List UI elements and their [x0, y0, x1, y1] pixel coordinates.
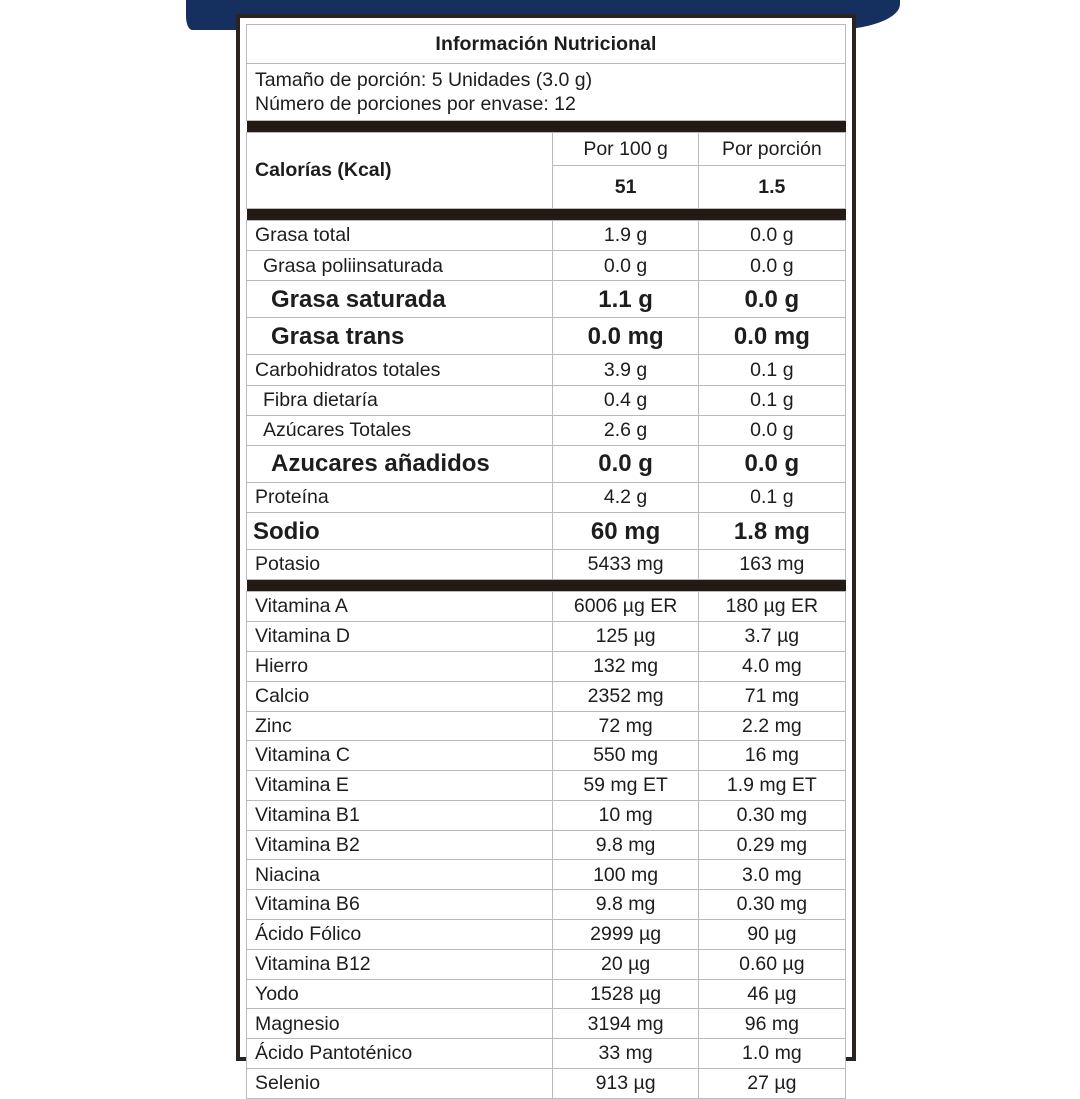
nutrient-value-per-100g: 1528 µg: [553, 979, 698, 1009]
nutrient-name: Vitamina E: [247, 771, 553, 801]
nutrient-name: Magnesio: [247, 1009, 553, 1039]
nutrient-value-per-serving: 0.0 g: [698, 251, 845, 281]
table-row: [247, 482, 846, 512]
nutrient-value-per-100g: 0.4 g: [553, 385, 698, 415]
table-row: [247, 385, 846, 415]
nutrient-value-per-serving: 16 mg: [698, 741, 845, 771]
nutrient-value-per-100g: 10 mg: [553, 800, 698, 830]
nutrient-name: Selenio: [247, 1069, 553, 1099]
table-row: [247, 949, 846, 979]
nutrient-value-per-serving: 3.7 µg: [698, 622, 845, 652]
separator-band-calories: [247, 209, 846, 221]
nutrient-value-per-100g: 125 µg: [553, 622, 698, 652]
calories-header-row: [247, 133, 846, 166]
separator-bar: [247, 209, 846, 221]
nutrient-value-per-100g: 33 mg: [553, 1039, 698, 1069]
table-row: [247, 592, 846, 622]
nutrient-name: Vitamina C: [247, 741, 553, 771]
nutrient-value-per-serving: 90 µg: [698, 920, 845, 950]
nutrient-name: Zinc: [247, 711, 553, 741]
micronutrient-rows: [247, 592, 846, 1099]
nutrient-value-per-serving: 0.0 g: [698, 445, 845, 482]
nutrient-value-per-serving: 0.29 mg: [698, 830, 845, 860]
serving-size-text: Tamaño de porción: 5 Unidades (3.0 g): [255, 69, 593, 92]
table-row: [247, 251, 846, 281]
nutrient-value-per-serving: 71 mg: [698, 681, 845, 711]
nutrient-name: Potasio: [247, 550, 553, 580]
nutrient-value-per-serving: 4.0 mg: [698, 651, 845, 681]
nutrition-facts-label: [236, 14, 856, 1095]
nutrient-value-per-serving: 0.1 g: [698, 385, 845, 415]
nutrient-name: Vitamina D: [247, 622, 553, 652]
nutrient-value-per-serving: 0.60 µg: [698, 949, 845, 979]
table-row: [247, 318, 846, 355]
separator-band-top: [247, 121, 846, 133]
nutrient-value-per-serving: 1.9 mg ET: [698, 771, 845, 801]
nutrient-value-per-100g: 1.1 g: [553, 281, 698, 318]
serving-info-row: [247, 64, 846, 121]
nutrient-value-per-100g: 20 µg: [553, 949, 698, 979]
nutrient-value-per-100g: 2352 mg: [553, 681, 698, 711]
nutrient-value-per-serving: 180 µg ER: [698, 592, 845, 622]
nutrient-value-per-serving: 163 mg: [698, 550, 845, 580]
nutrient-name: Sodio: [247, 513, 553, 550]
nutrient-value-per-serving: 46 µg: [698, 979, 845, 1009]
nutrition-table: [246, 24, 846, 1099]
table-row: [247, 355, 846, 385]
table-row: [247, 681, 846, 711]
nutrient-value-per-100g: 60 mg: [553, 513, 698, 550]
table-row: [247, 622, 846, 652]
nutrient-name: Azúcares Totales: [247, 415, 553, 445]
nutrient-value-per-serving: 0.1 g: [698, 482, 845, 512]
table-row: [247, 890, 846, 920]
separator-band-micronutrients: [247, 580, 846, 592]
column-header-per-serving: Por porción: [698, 133, 845, 166]
nutrient-value-per-serving: 1.0 mg: [698, 1039, 845, 1069]
nutrient-value-per-100g: 9.8 mg: [553, 830, 698, 860]
table-row: [247, 800, 846, 830]
nutrition-table-body: [247, 25, 846, 221]
table-row: [247, 979, 846, 1009]
label-title: Información Nutricional: [247, 25, 846, 64]
table-row: [247, 1069, 846, 1099]
column-header-per-100g: Por 100 g: [553, 133, 698, 166]
nutrient-value-per-100g: 550 mg: [553, 741, 698, 771]
nutrient-value-per-100g: 0.0 g: [553, 445, 698, 482]
nutrient-value-per-serving: 2.2 mg: [698, 711, 845, 741]
nutrient-name: Hierro: [247, 651, 553, 681]
table-row: [247, 830, 846, 860]
nutrient-value-per-serving: 0.0 g: [698, 221, 845, 251]
nutrient-value-per-100g: 6006 µg ER: [553, 592, 698, 622]
nutrient-value-per-100g: 2.6 g: [553, 415, 698, 445]
nutrient-name: Niacina: [247, 860, 553, 890]
table-row: [247, 920, 846, 950]
nutrient-value-per-100g: 5433 mg: [553, 550, 698, 580]
nutrient-value-per-serving: 96 mg: [698, 1009, 845, 1039]
nutrient-value-per-100g: 0.0 g: [553, 251, 698, 281]
nutrient-name: Grasa total: [247, 221, 553, 251]
nutrient-value-per-100g: 0.0 mg: [553, 318, 698, 355]
nutrient-name: Ácido Pantoténico: [247, 1039, 553, 1069]
nutrient-value-per-serving: 0.30 mg: [698, 890, 845, 920]
table-row: [247, 651, 846, 681]
table-row: [247, 860, 846, 890]
calories-label: Calorías (Kcal): [247, 133, 553, 209]
table-row: [247, 711, 846, 741]
nutrient-name: Yodo: [247, 979, 553, 1009]
nutrient-value-per-100g: 9.8 mg: [553, 890, 698, 920]
nutrient-value-per-100g: 2999 µg: [553, 920, 698, 950]
nutrient-value-per-serving: 0.1 g: [698, 355, 845, 385]
serving-info: [247, 64, 846, 121]
nutrient-name: Ácido Fólico: [247, 920, 553, 950]
table-row: [247, 513, 846, 550]
nutrient-value-per-serving: 27 µg: [698, 1069, 845, 1099]
table-row: [247, 415, 846, 445]
table-row: [247, 1039, 846, 1069]
nutrient-name: Fibra dietaría: [247, 385, 553, 415]
nutrient-name: Calcio: [247, 681, 553, 711]
nutrient-value-per-100g: 59 mg ET: [553, 771, 698, 801]
nutrient-name: Proteína: [247, 482, 553, 512]
nutrient-name: Grasa saturada: [247, 281, 553, 318]
nutrient-value-per-100g: 4.2 g: [553, 482, 698, 512]
nutrient-value-per-serving: 0.0 g: [698, 415, 845, 445]
separator-bar: [247, 121, 846, 133]
nutrient-name: Vitamina B1: [247, 800, 553, 830]
nutrient-name: Vitamina B6: [247, 890, 553, 920]
table-row: [247, 445, 846, 482]
nutrient-name: Grasa trans: [247, 318, 553, 355]
macronutrient-rows: [247, 221, 846, 580]
separator-bar: [247, 580, 846, 592]
nutrient-name: Grasa poliinsaturada: [247, 251, 553, 281]
table-row: [247, 771, 846, 801]
nutrient-name: Vitamina A: [247, 592, 553, 622]
nutrient-name: Vitamina B2: [247, 830, 553, 860]
nutrient-value-per-100g: 72 mg: [553, 711, 698, 741]
nutrient-value-per-serving: 0.0 mg: [698, 318, 845, 355]
nutrient-value-per-100g: 1.9 g: [553, 221, 698, 251]
calories-per-serving: 1.5: [698, 166, 845, 209]
table-row: [247, 741, 846, 771]
nutrient-value-per-serving: 1.8 mg: [698, 513, 845, 550]
calories-per-100g: 51: [553, 166, 698, 209]
table-row: [247, 221, 846, 251]
nutrient-value-per-serving: 3.0 mg: [698, 860, 845, 890]
nutrient-name: Carbohidratos totales: [247, 355, 553, 385]
nutrient-value-per-serving: 0.0 g: [698, 281, 845, 318]
nutrient-value-per-100g: 100 mg: [553, 860, 698, 890]
nutrient-value-per-100g: 3.9 g: [553, 355, 698, 385]
title-row: [247, 25, 846, 64]
table-row: [247, 281, 846, 318]
servings-per-container-text: Número de porciones por envase: 12: [255, 92, 576, 115]
nutrient-value-per-100g: 3194 mg: [553, 1009, 698, 1039]
nutrient-value-per-serving: 0.30 mg: [698, 800, 845, 830]
nutrient-value-per-100g: 132 mg: [553, 651, 698, 681]
nutrient-name: Azucares añadidos: [247, 445, 553, 482]
nutrient-name: Vitamina B12: [247, 949, 553, 979]
table-row: [247, 1009, 846, 1039]
nutrient-value-per-100g: 913 µg: [553, 1069, 698, 1099]
table-row: [247, 550, 846, 580]
